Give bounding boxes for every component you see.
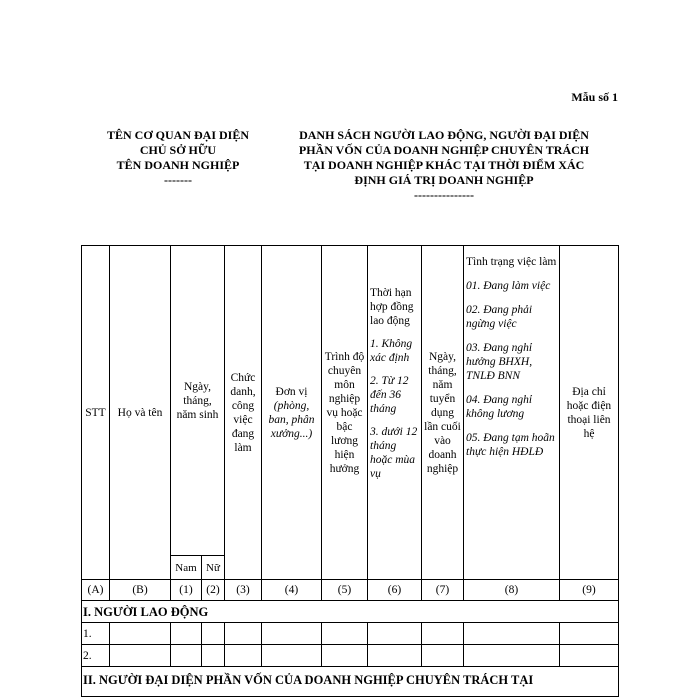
row-number: 1. bbox=[82, 623, 110, 645]
contract-option-1: 1. Không xác định bbox=[370, 338, 413, 364]
code-2: (2) bbox=[202, 580, 225, 601]
col-stt: STT bbox=[82, 246, 110, 580]
form-number: Mẫu số 1 bbox=[571, 90, 618, 104]
code-3: (3) bbox=[225, 580, 262, 601]
agency-line-2: CHỦ SỞ HỮU bbox=[139, 143, 217, 157]
contract-term-label: Thời hạn hợp đồng lao động bbox=[370, 287, 414, 327]
title-line-4: ĐỊNH GIÁ TRỊ DOANH NGHIỆP bbox=[354, 173, 534, 187]
title-line-1: DANH SÁCH NGƯỜI LAO ĐỘNG, NGƯỜI ĐẠI DIỆN bbox=[299, 128, 589, 142]
agency-line-1: TÊN CƠ QUAN ĐẠI DIỆN bbox=[106, 128, 249, 142]
section-2-title: II. NGƯỜI ĐẠI DIỆN PHẦN VỐN CỦA DOANH NGHIỆP CHUYÊN TRÁCH TẠI bbox=[82, 667, 619, 697]
enterprise-name: TÊN DOANH NGHIỆP bbox=[116, 158, 240, 172]
employee-table bbox=[81, 245, 619, 697]
contract-option-2: 2. Từ 12 đến 36 tháng bbox=[370, 375, 409, 415]
section-1-title: I. NGƯỜI LAO ĐỘNG bbox=[82, 601, 619, 623]
col-employment-status bbox=[464, 246, 560, 580]
code-8: (8) bbox=[464, 580, 560, 601]
row-number: 2. bbox=[82, 645, 110, 667]
col-dob: Ngày, tháng, năm sinh bbox=[171, 246, 225, 556]
title-line-3: TẠI DOANH NGHIỆP KHÁC TẠI THỜI ĐIỂM XÁC bbox=[303, 158, 585, 172]
col-unit-note: (phòng, ban, phân xưởng...) bbox=[268, 399, 315, 440]
col-address: Địa chỉ hoặc điện thoại liên hệ bbox=[560, 246, 619, 580]
col-contract-term bbox=[368, 246, 422, 580]
code-a: (A) bbox=[82, 580, 110, 601]
agency-dashes: ------- bbox=[164, 173, 192, 187]
col-unit bbox=[262, 246, 322, 580]
title-line-2: PHẦN VỐN CỦA DOANH NGHIỆP CHUYÊN TRÁCH bbox=[298, 143, 590, 157]
contract-option-3: 3. dưới 12 tháng hoặc mùa vụ bbox=[370, 426, 418, 480]
header-row bbox=[82, 246, 619, 556]
col-position: Chức danh, công việc đang làm bbox=[225, 246, 262, 580]
col-qualification: Trình độ chuyên môn nghiệp vụ hoặc bậc lương hiện hưởng bbox=[322, 246, 368, 580]
col-name: Họ và tên bbox=[110, 246, 171, 580]
col-recruit-date: Ngày, tháng, năm tuyển dụng lần cuối vào doanh nghiệp bbox=[422, 246, 464, 580]
code-1: (1) bbox=[171, 580, 202, 601]
col-male: Nam bbox=[171, 556, 202, 580]
status-option-2: 02. Đang phải ngừng việc bbox=[466, 304, 533, 330]
section-1-row bbox=[82, 601, 619, 623]
code-4: (4) bbox=[262, 580, 322, 601]
title-dashes: --------------- bbox=[414, 188, 474, 202]
col-female: Nữ bbox=[202, 556, 225, 580]
status-label: Tình trạng việc làm bbox=[466, 256, 557, 268]
table-row bbox=[82, 645, 619, 667]
code-9: (9) bbox=[560, 580, 619, 601]
status-option-5: 05. Đang tạm hoãn thực hiện HĐLĐ bbox=[466, 432, 555, 458]
status-option-4: 04. Đang nghỉ không lương bbox=[466, 394, 533, 420]
section-2-row bbox=[82, 667, 619, 697]
column-codes-row bbox=[82, 580, 619, 601]
table-row bbox=[82, 623, 619, 645]
document-title bbox=[274, 128, 614, 203]
code-5: (5) bbox=[322, 580, 368, 601]
code-b: (B) bbox=[110, 580, 171, 601]
status-option-3: 03. Đang nghỉ hưởng BHXH, TNLĐ BNN bbox=[466, 342, 533, 382]
code-6: (6) bbox=[368, 580, 422, 601]
status-option-1: 01. Đang làm việc bbox=[466, 280, 551, 292]
agency-header bbox=[84, 128, 272, 188]
code-7: (7) bbox=[422, 580, 464, 601]
col-unit-label: Đơn vị bbox=[275, 385, 308, 398]
